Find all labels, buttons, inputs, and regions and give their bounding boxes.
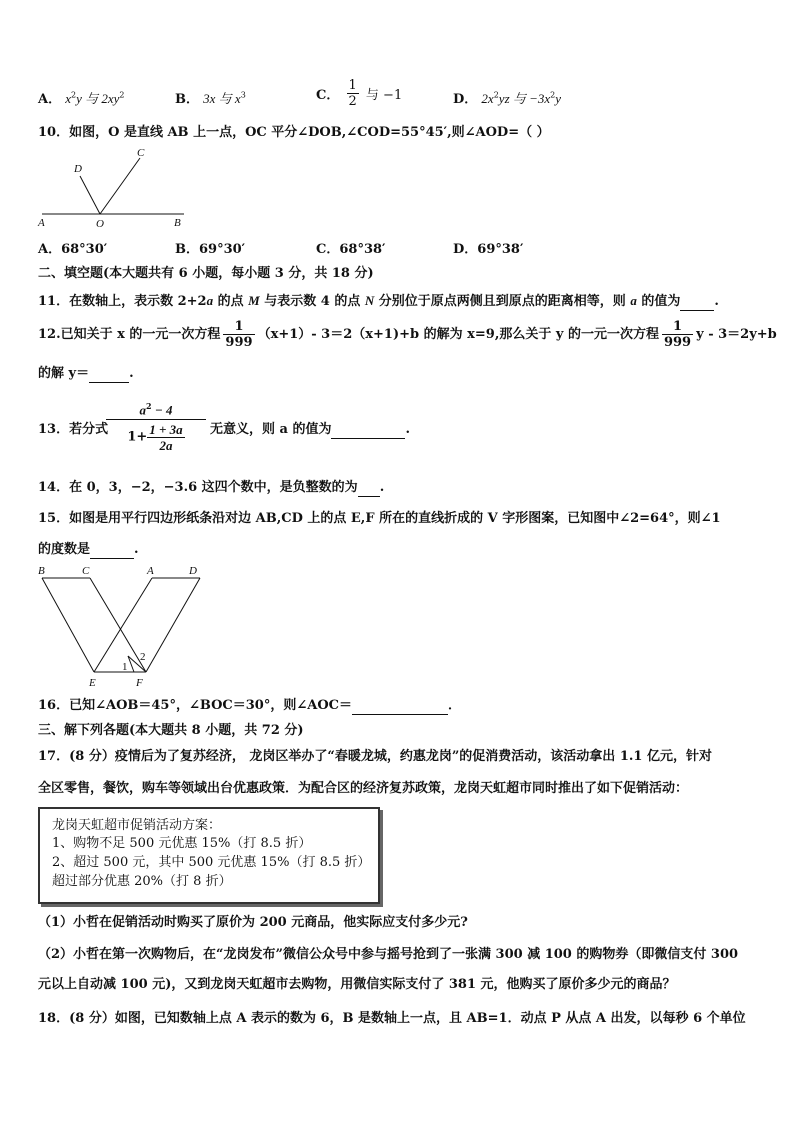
question-17-line1: 17．(8 分）疫情后为了复苏经济， 龙岗区举办了“春暖龙城，约惠龙岗”的促消费活动，该活动拿出 1.1 亿元，针对	[38, 749, 712, 764]
question-17-line2: 全区零售，餐饮，购车等领域出台优惠政策．为配合区的经济复苏政策，龙岗天虹超市同时推出了如下促销活动：	[38, 781, 689, 796]
answer-blank[interactable]	[680, 310, 714, 311]
q10-option-d: D．69°38′	[453, 242, 524, 257]
complex-fraction: $a^2 - 4$ 1+ $\frac{1 + 3a}{2a}$	[106, 398, 206, 453]
q15-v-shape-figure	[34, 562, 214, 692]
question-17-sub1: （1）小哲在促销活动时购买了原价为 200 元商品，他实际应支付多少元?	[38, 915, 468, 930]
label-d: D	[74, 163, 82, 175]
fraction: $\frac{1}{999}$	[663, 319, 692, 350]
question-11: 11．在数轴上，表示数 2+2a 的点 M 与表示数 4 的点 N 分别位于原点两侧且到原点的距离相等，则 a 的值为 .	[38, 293, 719, 309]
q9-option-c: C． $\frac{1}{2}$ 与 −1	[316, 78, 403, 109]
label-b: B	[174, 217, 181, 228]
promotion-rule-3: 超过部分优惠 20%（打 8 折）	[52, 874, 232, 889]
label-d: D	[189, 565, 197, 577]
q10-option-b: B．69°30′	[175, 242, 246, 257]
promotion-rule-1: 1、购物不足 500 元优惠 15%（打 8.5 折）	[52, 836, 312, 851]
question-12-cont: 的解 y＝ .	[38, 366, 134, 381]
answer-blank[interactable]	[89, 382, 129, 383]
label-f: F	[136, 677, 143, 689]
answer-blank[interactable]	[90, 558, 134, 559]
promotion-box	[38, 807, 380, 904]
question-15: 15．如图是用平行四边形纸条沿对边 AB,CD 上的点 E,F 所在的直线折成的 V 字形图案，已知图中∠2=64°，则∠1	[38, 511, 721, 526]
fraction: $\frac{1}{2}$	[348, 78, 357, 109]
q9-option-a: A． $x^2y$ 与 $2xy^2$	[38, 90, 125, 107]
label-b: B	[38, 565, 45, 577]
q9-option-d: D． $2x^2yz$ 与 $-3x^2y$	[453, 90, 562, 107]
label-a: A	[38, 217, 45, 228]
label-o: O	[96, 218, 104, 228]
q10-angle-figure	[36, 146, 196, 228]
question-14: 14．在 0，3，−2，−3.6 这四个数中，是负整数的为 .	[38, 480, 385, 495]
question-17-sub2-line2: 元以上自动减 100 元)，又到龙岗天虹超市去购物，用微信实际支付了 381 元，他购买了原价多少元的商品？	[38, 977, 676, 992]
question-17-sub2-line1: （2）小哲在第一次购物后，在“龙岗发布”微信公众号中参与摇号抢到了一张满 300 减 100 的购物券（即微信支付 300	[38, 947, 739, 962]
answer-blank[interactable]	[352, 714, 448, 715]
promotion-rule-2: 2、超过 500 元，其中 500 元优惠 15%（打 8.5 折）	[52, 855, 371, 870]
label-a: A	[147, 565, 154, 577]
question-18-line1: 18．(8 分）如图，已知数轴上点 A 表示的数为 6，B 是数轴上一点，且 AB=1．动点 P 从点 A 出发，以每秒 6 个单位	[38, 1011, 746, 1026]
label-e: E	[89, 677, 96, 689]
q10-option-a: A．68°30′	[38, 242, 108, 257]
label-angle-1: 1	[122, 661, 128, 673]
label-c: C	[137, 147, 145, 159]
answer-blank[interactable]	[331, 438, 405, 439]
promotion-title: 龙岗天虹超市促销活动方案：	[52, 818, 222, 833]
question-10-stem: 10．如图，O 是直线 AB 上一点，OC 平分∠DOB,∠COD=55°45′,则∠AOD=（ ）	[38, 125, 550, 140]
section-3-heading: 三、解下列各题(本大题共 8 小题，共 72 分)	[38, 723, 304, 738]
question-12: 12.已知关于 x 的一元一次方程 $\frac{1}{999}$ （x+1）- 3＝2（x+1)+b 的解为 x=9,那么关于 y 的一元一次方程 $\frac{1}{999}$ y - 3＝2y+b	[38, 319, 777, 350]
section-2-heading: 二、填空题(本大题共有 6 小题，每小题 3 分，共 18 分)	[38, 266, 374, 281]
q9-option-b: B． 3x 与 $x^3$	[175, 90, 246, 107]
question-15-cont: 的度数是 .	[38, 542, 139, 557]
fraction: $\frac{1}{999}$	[225, 319, 253, 350]
answer-blank[interactable]	[358, 496, 380, 497]
label-c: C	[82, 565, 90, 577]
option-label: A．	[38, 92, 62, 107]
label-angle-2: 2	[140, 651, 146, 663]
question-16: 16．已知∠AOB＝45°，∠BOC＝30°，则∠AOC＝ ．	[38, 698, 462, 713]
q10-option-c: C．68°38′	[316, 242, 386, 257]
